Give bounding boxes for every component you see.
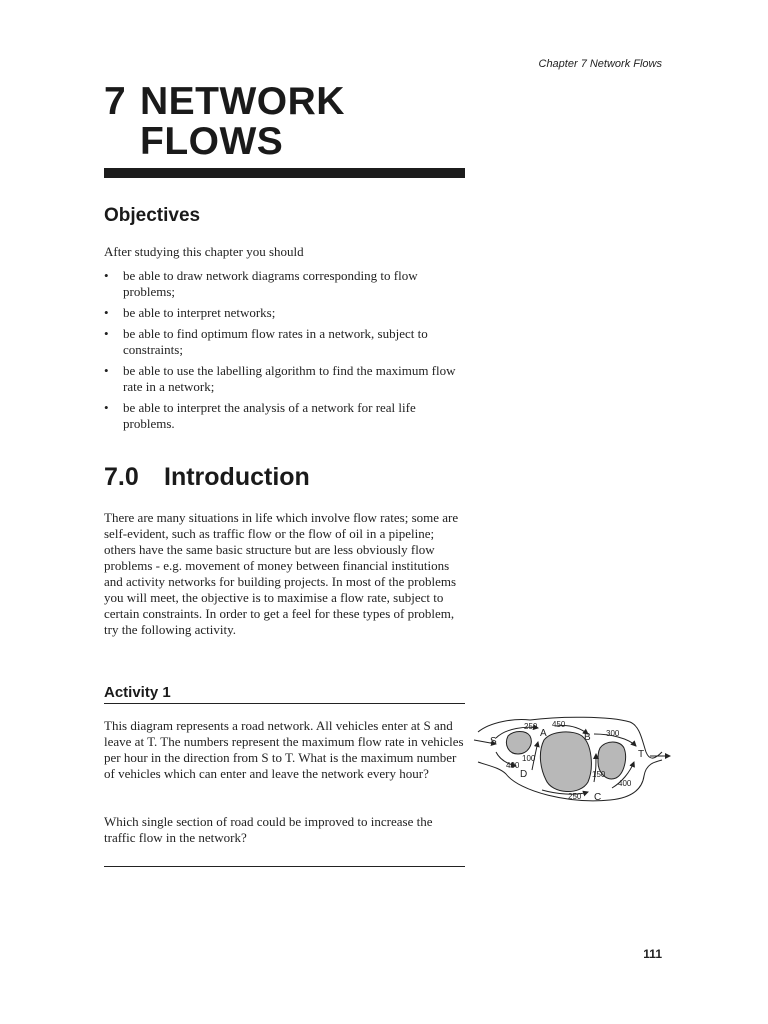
objectives-intro: After studying this chapter you should	[104, 244, 304, 259]
chapter-number: 7	[104, 80, 127, 123]
objective-item: • be able to draw network diagrams corresponding to flow problems;	[104, 268, 418, 299]
bottom-rule	[104, 866, 465, 867]
introduction-paragraph: There are many situations in life which involve flow rates; some are self-evident, such as traffic flow or the flow of oil in a pipeline; others have the same basic structure but are less obviously flow problems - e.g. movement of money between financial institutions and activity networks for building projects. In most of the problems you will meet, the objective is to maximise a flow rate, subject to certain constraints. In order to get a feel for these types of problem, try the following activity.	[104, 510, 459, 637]
capacity-label-bt: 300	[606, 729, 620, 738]
bullet-icon: •	[104, 363, 109, 378]
activity-question: Which single section of road could be improved to increase the traffic flow in the network?	[104, 814, 433, 845]
bullet-icon: •	[104, 326, 109, 341]
section-number: 7.0	[104, 463, 139, 491]
capacity-label-da: 100	[522, 754, 536, 763]
objective-item: • be able to interpret networks;	[104, 305, 276, 320]
capacity-label-cb: 150	[592, 770, 606, 779]
activity-rule	[104, 703, 465, 704]
bullet-icon: •	[104, 400, 109, 415]
node-label-b: B	[584, 732, 591, 743]
page-number: 111	[643, 947, 662, 961]
activity-heading: Activity 1	[104, 684, 171, 701]
capacity-label-dc: 250	[568, 792, 582, 801]
section-title: Introduction	[164, 463, 310, 491]
bullet-icon: •	[104, 305, 109, 320]
node-label-c: C	[594, 792, 602, 803]
capacity-label-sa: 250	[524, 722, 538, 731]
capacity-label-ct: 400	[618, 779, 632, 788]
chapter-title	[104, 82, 345, 162]
road-network-diagram	[470, 712, 675, 807]
island	[506, 732, 531, 755]
objectives-heading: Objectives	[104, 205, 201, 226]
capacity-label-ab: 450	[552, 720, 566, 729]
capacity-label-sd: 400	[506, 761, 520, 770]
title-bar	[104, 168, 465, 178]
node-label-s: S	[490, 736, 497, 747]
running-head: Chapter 7 Network Flows	[538, 58, 662, 70]
chapter-title-line2: FLOWS	[140, 120, 284, 163]
introduction-heading	[104, 463, 310, 492]
activity-text: This diagram represents a road network. All vehicles enter at S and leave at T. The numbers represent the maximum flow rate in vehicles per hour in the direction from S to T. What is the maximum number of vehicles which can enter and leave the network every hour?	[104, 718, 464, 781]
bullet-icon: •	[104, 268, 109, 283]
node-label-d: D	[520, 769, 528, 780]
chapter-title-line1: NETWORK	[140, 80, 345, 123]
objective-item: • be able to interpret the analysis of a network for real life problems.	[104, 400, 416, 431]
objective-item: • be able to find optimum flow rates in a network, subject to constraints;	[104, 326, 428, 357]
node-label-t: T	[638, 749, 645, 760]
node-label-a: A	[540, 728, 547, 739]
objectives-list	[104, 268, 464, 437]
objective-item: • be able to use the labelling algorithm to find the maximum flow rate in a network;	[104, 363, 456, 394]
